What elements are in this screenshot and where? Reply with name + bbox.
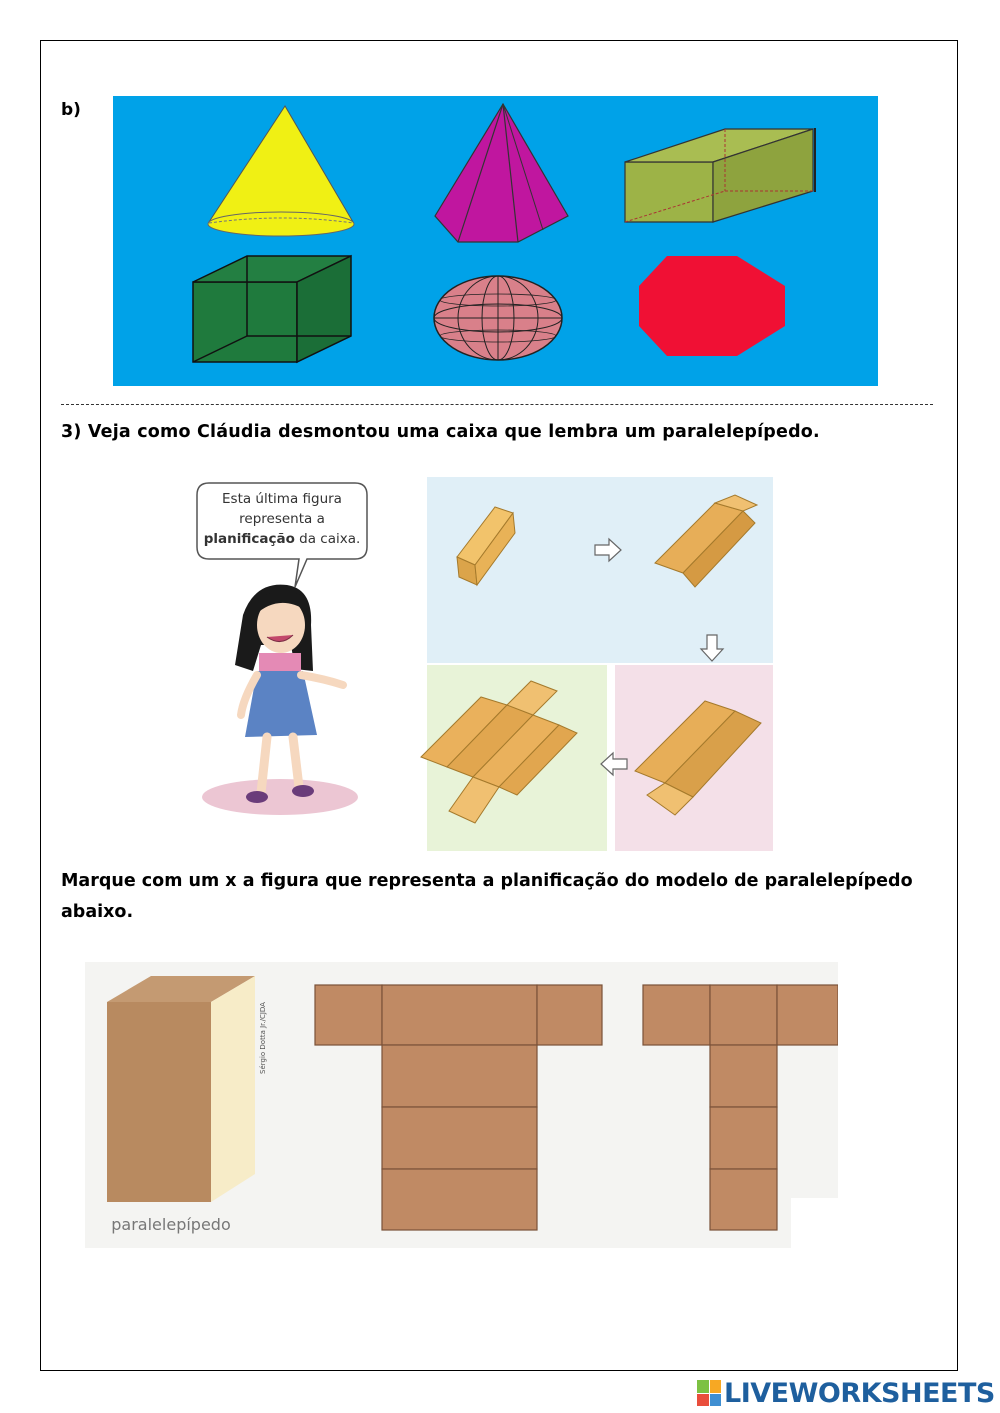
speech-bold-word: planificação (203, 531, 295, 547)
section-b-label: b) (61, 100, 81, 120)
question-3-title: 3) Veja como Cláudia desmontou uma caixa que lembra um paralelepípedo. (61, 422, 820, 442)
girl-character-icon (202, 585, 358, 815)
pyramid-icon (435, 104, 568, 242)
unfolding-box-illustration (195, 475, 775, 852)
speech-line-3 (204, 531, 361, 547)
prism-caption: paralelepípedo (111, 1215, 231, 1234)
nets-panel (85, 962, 838, 1248)
rectangular-prism-icon (625, 128, 815, 222)
cone-icon (208, 106, 354, 236)
instruction-text: Marque com um x a figura que representa a planificação do modelo de paralelepípedo abaixo. (61, 871, 913, 922)
net-option-a[interactable] (315, 985, 602, 1230)
cube-icon (193, 256, 351, 362)
speech-line-1: Esta última figura (222, 491, 342, 507)
logo-square (697, 1380, 709, 1393)
octagon-icon (639, 256, 785, 356)
logo-square (710, 1394, 722, 1407)
solid-shapes-panel (113, 96, 878, 386)
sphere-icon (434, 276, 562, 360)
liveworksheets-logo (697, 1376, 995, 1410)
logo-square (710, 1380, 722, 1393)
speech-bubble (197, 483, 367, 587)
net-option-b[interactable] (643, 985, 838, 1230)
paralelepipedo-icon (107, 976, 267, 1234)
speech-line-2: representa a (239, 511, 325, 527)
brand-name: LIVEWORKSHEETS (724, 1377, 995, 1409)
section-divider (61, 404, 933, 405)
brand-logo-icon (697, 1380, 721, 1406)
logo-square (697, 1394, 709, 1407)
photo-credit: Sérgio Dotta Jr./CJDA (259, 1002, 267, 1074)
speech-rest: da caixa. (294, 531, 361, 547)
